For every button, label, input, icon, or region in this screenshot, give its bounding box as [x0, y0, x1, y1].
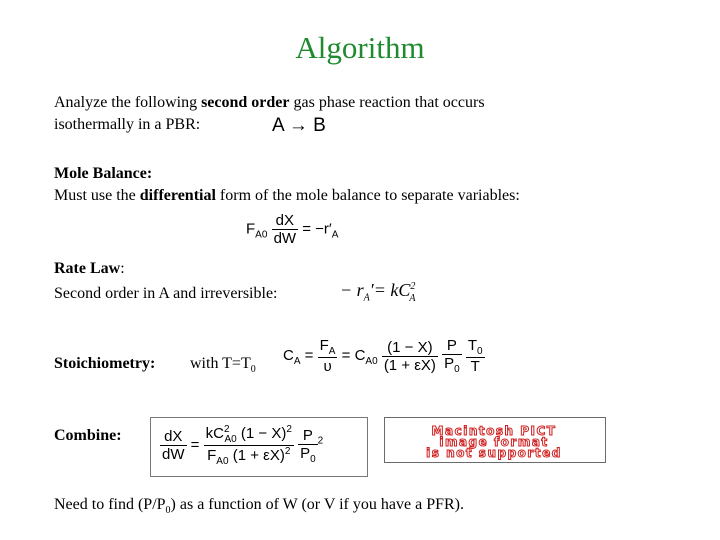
pict-line-2: image format [439, 435, 549, 449]
mole-balance-text-bold: differential [139, 187, 216, 204]
intro-text-a: Analyze the following [54, 94, 202, 111]
stoichiometry-heading: Stoichiometry: [54, 355, 156, 372]
intro-line-2: isothermally in a PBR: [54, 116, 201, 133]
combine-equation: $\frac{dX}{dW}$ = $\frac{kC^2_{A0} (1 - X)^2}{F_{A0} (1 + \varepsilon X)^2}$ $\frac{P}{P_0}$ $^2$ [162, 424, 324, 467]
slide-title: Algorithm [295, 30, 425, 65]
pict-line-1: Macintosh PICT [431, 424, 557, 438]
mole-balance-text-c: form of the mole balance to separate variables: [215, 187, 520, 204]
intro-text-c: gas phase reaction that occurs [289, 94, 485, 111]
combine-rate-fraction: $\frac{kC^2_{A0} (1 - X)^2}{F_{A0} (1 + \varepsilon X)^2}$ [205, 424, 292, 467]
dx-dw-fraction: $\frac{dX}{dW}$ [273, 212, 297, 247]
intro-text-bold: second order [201, 94, 290, 111]
reaction-equation: A → B [272, 115, 326, 136]
mole-balance-colon: : [146, 165, 153, 182]
footer-subscript: 0 [165, 505, 171, 517]
stoichiometry-equation: $C_A$ = $\frac{F_A}{\upsilon}$ = $C_{A0}$ $\frac{(1 - X)}{(1 + \varepsilon X)}$ $\frac{P}{P_0}$ $\frac{T_0}{T}$ [283, 337, 483, 375]
rate-law-line: Second order in A and irreversible: [54, 285, 278, 302]
rate-law-heading [54, 258, 125, 280]
combine-pressure-fraction: $\frac{P}{P_0}$ [300, 426, 316, 465]
unsupported-image-notice [390, 426, 598, 459]
mole-balance-text-a: Must use the [54, 187, 140, 204]
footer-line [54, 494, 464, 522]
stoichiometry-condition [190, 353, 256, 381]
rate-law-colon: : [120, 260, 125, 277]
pressure-ratio-fraction: $\frac{P}{P_0}$ [444, 337, 460, 375]
combine-heading: Combine: [54, 427, 122, 444]
conversion-fraction: $\frac{(1 - X)}{(1 + \varepsilon X)}$ [383, 338, 436, 374]
mole-balance-equation: $F_{A0}$ $\frac{dX}{dW}$ = $-r'_A$ [246, 212, 339, 247]
footer-text-b: ) as a function of W (or V if you have a PFR). [170, 496, 464, 513]
pict-line-3: is not supported [426, 446, 562, 460]
intro-line-1 [54, 92, 485, 114]
footer-text-a: Need to find (P/P [54, 496, 166, 513]
temperature-ratio-fraction: $\frac{T_0}{T}$ [467, 337, 483, 375]
condition-text: with T=T [190, 355, 251, 372]
mole-balance-heading [54, 163, 152, 185]
mole-balance-line [54, 185, 520, 207]
fa-over-v-fraction: $\frac{F_A}{\upsilon}$ [319, 337, 336, 375]
condition-subscript: 0 [250, 364, 256, 376]
combine-dx-dw-fraction: $\frac{dX}{dW}$ [162, 428, 185, 463]
rate-law-title: Rate Law [54, 260, 121, 277]
mole-balance-title: Mole Balance [54, 165, 147, 182]
rate-law-equation: − $r_A'= kC^2_A$ [340, 280, 416, 304]
